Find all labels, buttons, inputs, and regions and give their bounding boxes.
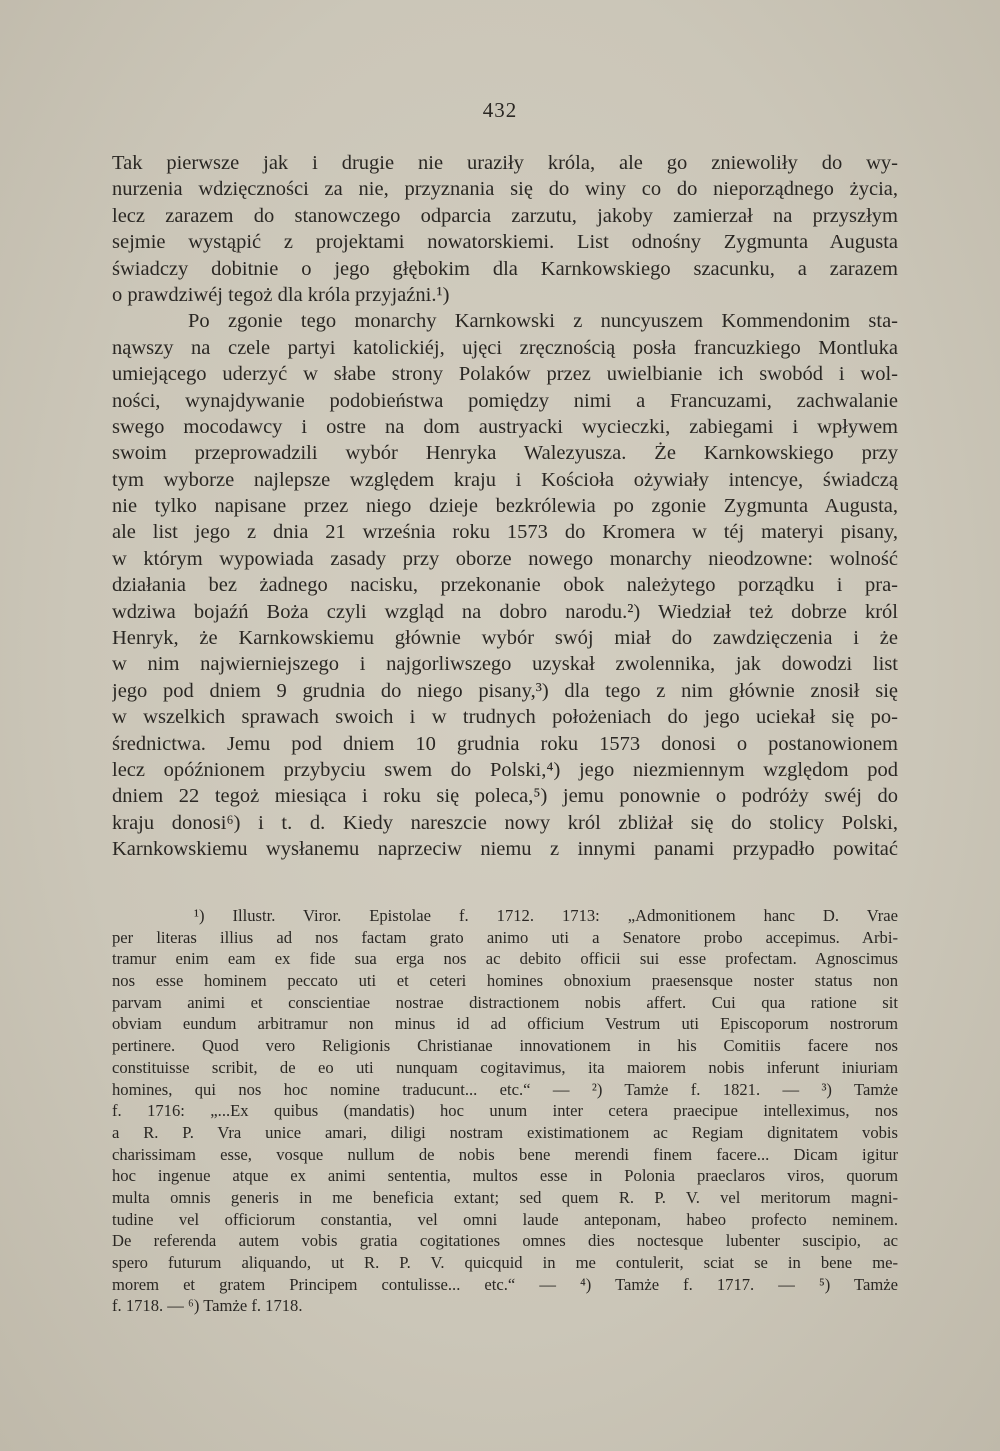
body-line: lecz zarazem do stanowczego odparcia zarzutu, jakoby zamierzał na przyszłym (112, 204, 898, 227)
footnote-line: tudine vel officiorum constantia, vel omni laude anteponam, habeo profecto neminem. (112, 1209, 898, 1229)
footnote-line: De referenda autem vobis gratia cogitationes omnes dies noctesque lubenter suscipio, ac (112, 1231, 898, 1251)
body-line: działania bez żadnego nacisku, przekonanie obok należytego porządku i pra- (112, 574, 898, 597)
footnote-line: morem et gratem Principem contulisse... etc.“ — ⁴) Tamże f. 1717. — ⁵) Tamże (112, 1274, 898, 1294)
footnote-line: homines, qui nos hoc nomine traducunt... etc.“ — ²) Tamże f. 1821. — ³) Tamże (112, 1079, 898, 1099)
body-line: nurzenia wdzięczności za nie, przyznania się do winy co do nieporządnego życia, (112, 178, 898, 201)
footnote-line: f. 1718. — ⁶) Tamże f. 1718. (112, 1296, 303, 1316)
body-line: o prawdziwéj tegoż dla króla przyjaźni.¹) (112, 283, 450, 306)
body-line: w którym wypowiada zasady przy oborze nowego monarchy nieodzowne: wolność (112, 547, 898, 570)
body-line: ności, wynajdywanie podobieństwa pomiędzy nimi a Francuzami, zachwalanie (112, 389, 898, 412)
body-line: umiejącego uderzyć w słabe strony Polaków przez uwielbianie ich swobód i wol- (112, 363, 898, 386)
footnote-line: per literas illius ad nos factam grato animo uti a Senatore probo accepimus. Arbi- (112, 927, 898, 947)
body-line: nąwszy na czele partyi katolickiéj, ujęci zręcznością posła francuzkiego Montluka (112, 336, 898, 359)
footnote-line: constituisse scribit, de eo uti nunquam cogitavimus, ita maiorem nobis inferunt iniuriam (112, 1057, 898, 1077)
body-line: Henryk, że Karnkowskiemu głównie wybór swój miał do zawdzięczenia i że (112, 627, 898, 650)
body-line: w wszelkich sprawach swoich i w trudnych położeniach do jego uciekał się po- (112, 706, 898, 729)
body-line: swoim przeprowadzili wybór Henryka Walezyusza. Że Karnkowskiego przy (112, 442, 898, 465)
footnote-line: nos esse hominem peccato uti et ceteri homines obnoxium praesensque noster status non (112, 971, 898, 991)
footnote-line: spero futurum aliquando, ut R. P. V. quicquid in me contulerit, sciat se in bene me- (112, 1253, 898, 1272)
footnote-line: charissimam esse, vosque nullum de nobis bene merendi finem facere... Dicam igitur (112, 1144, 898, 1164)
body-line: kraju donosi⁶) i t. d. Kiedy nareszcie nowy król zbliżał się do stolicy Polski, (112, 811, 898, 834)
body-line: świadczy dobitnie o jego głębokim dla Karnkowskiego szacunku, a zarazem (112, 257, 898, 280)
body-line: średnictwa. Jemu pod dniem 10 grudnia roku 1573 donosi o postanowionem (112, 732, 898, 755)
body-line: nie tylko napisane przez niego dzieje bezkrólewia po zgonie Zygmunta Augusta, (112, 495, 898, 518)
body-line: lecz opóźnionem przybyciu swem do Polski,⁴) jego niezmiennym względom pod (112, 758, 898, 781)
body-line: w nim najwierniejszego i najgorliwszego uzyskał zwolennika, jak dowodzi list (112, 653, 898, 676)
footnote-line: a R. P. Vra unice amari, diligi nostram existimationem ac Regiam dignitatem vobis (112, 1122, 898, 1142)
footnote-line: hoc ingenue atque ex animi sententia, multos esse in Polonia praeclaros viros, quorum (112, 1166, 898, 1186)
footnotes (112, 905, 898, 1317)
body-line: sejmie wystąpić z projektami nowatorskiemi. List odnośny Zygmunta Augusta (112, 231, 898, 254)
body-line: Po zgonie tego monarchy Karnkowski z nuncyuszem Kommendonim sta- (188, 310, 898, 333)
footnote-line: f. 1716: „...Ex quibus (mandatis) hoc unum inter cetera praecipue intelleximus, nos (112, 1101, 898, 1121)
main-text (112, 150, 898, 863)
body-line: swego mocodawcy i ostre na dom austryacki wycieczki, zabiegami i wpływem (112, 415, 898, 438)
body-line: Karnkowskiemu wysłanemu naprzeciw niemu z innymi panami przypadło powitać (112, 838, 898, 861)
body-line: jego pod dniem 9 grudnia do niego pisany,³) dla tego z nim głównie znosił się (112, 679, 898, 702)
footnote-line: multa omnis generis in me beneficia extant; sed quem R. P. V. vel meritorum magni- (112, 1187, 898, 1207)
footnote-line: obviam eundum arbitramur non minus id ad officium Vestrum uti Episcoporum nostrorum (112, 1014, 898, 1034)
footnote-line: parvam animi et conscientiae nostrae distractionem nobis affert. Cui qua ratione sit (112, 992, 898, 1012)
body-line: dniem 22 tegoż miesiąca i roku się poleca,⁵) jemu ponownie o podróży swéj do (112, 785, 898, 808)
page-number: 432 (482, 98, 518, 122)
footnote-line: pertinere. Quod vero Religionis Christianae innovationem in his Comitiis facere nos (112, 1036, 898, 1056)
body-line: tym wyborze najlepsze względem kraju i Kościoła ożywiały intencye, świadczą (112, 468, 898, 491)
footnote-line: ¹) Illustr. Viror. Epistolae f. 1712. 1713: „Admonitionem hanc D. Vrae (194, 906, 898, 925)
body-line: ale list jego z dnia 21 września roku 1573 do Kromera w téj materyi pisany, (112, 521, 898, 544)
body-line: Tak pierwsze jak i drugie nie uraziły króla, ale go zniewoliły do wy- (112, 152, 898, 174)
footnote-line: tramur enim eam ex fide sua erga nos ac debito officii sui esse profectam. Agnoscimus (112, 949, 898, 969)
body-line: wdziwa bojaźń Boża czyli wzgląd na dobro narodu.²) Wiedział też dobrze król (112, 600, 898, 623)
